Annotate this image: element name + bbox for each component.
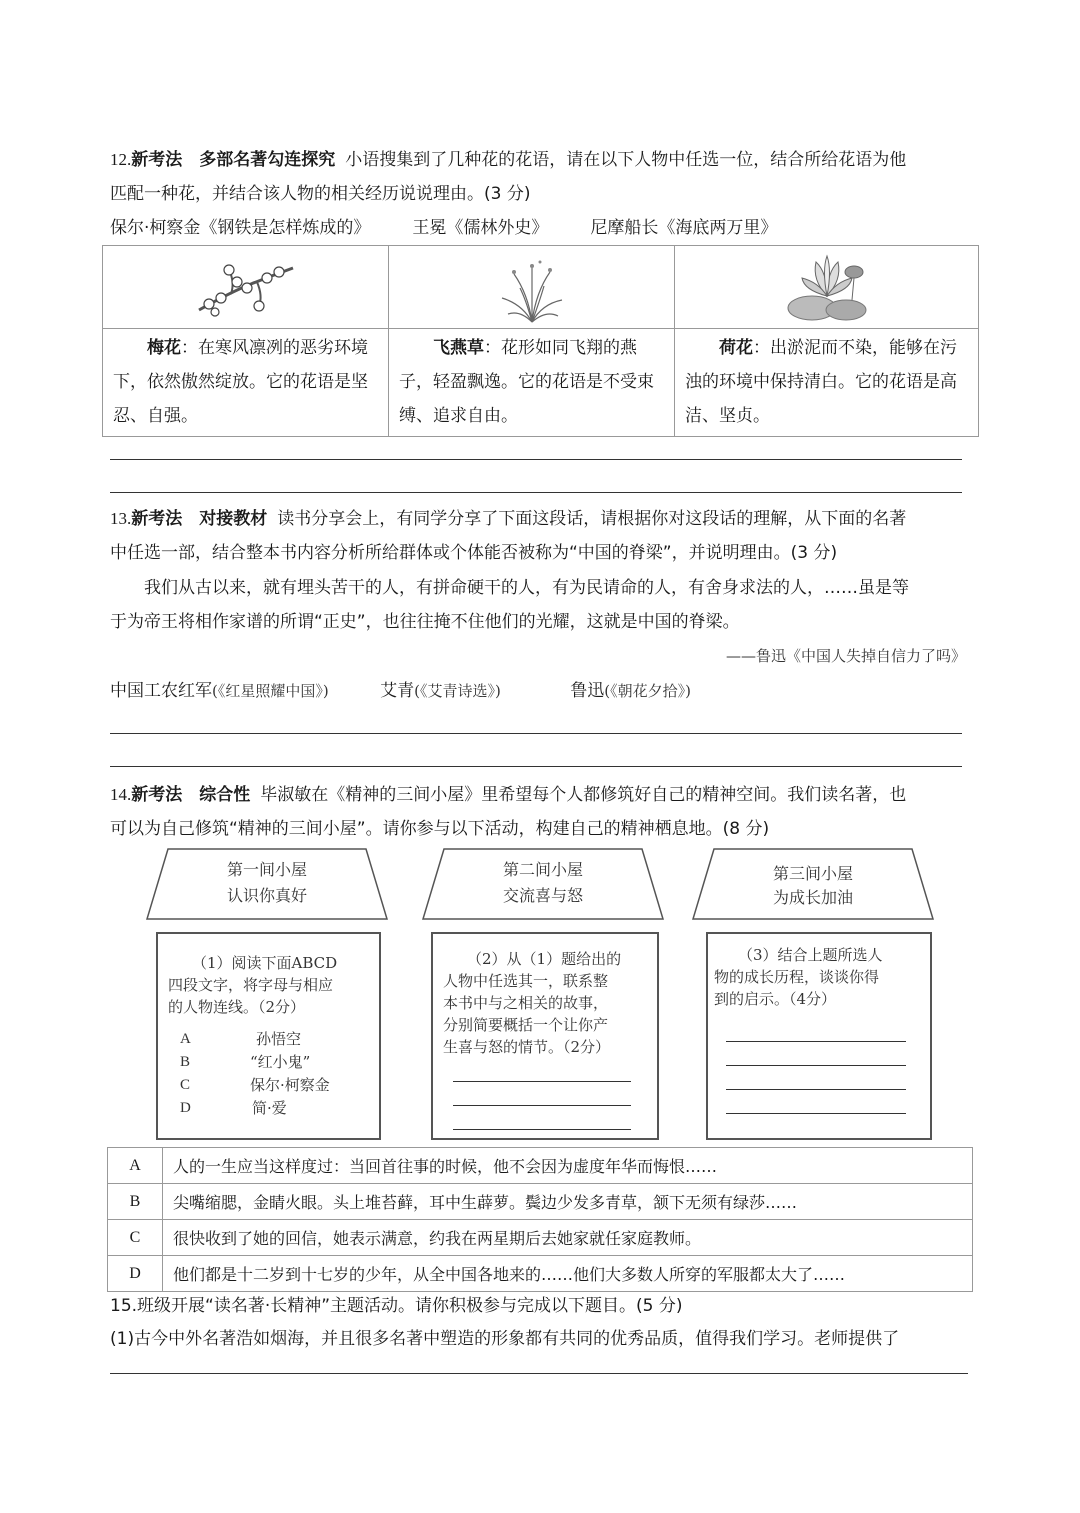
room3-answer-line-2[interactable] (726, 1065, 906, 1066)
lotus-desc-3: 洁、坚贞。 (685, 406, 770, 426)
larkspur-image-cell (389, 246, 675, 329)
room1-task-line3: 的人物连线。（2分） (168, 998, 306, 1016)
larkspur-desc-3: 缚、追求自由。 (399, 406, 518, 426)
larkspur-desc-1: ：花形如同飞翔的燕 (484, 338, 637, 358)
room1-letter-a: A (180, 1031, 191, 1047)
q14-number: 14. (110, 785, 132, 804)
room2-task-line3: 本书中与之相关的故事， (443, 994, 609, 1012)
room2-task-line2: 人物中任选其一，联系整 (443, 972, 609, 990)
plum-desc-3: 忍、自强。 (113, 406, 198, 426)
table-row (108, 1148, 973, 1184)
passage-text-b: 尖嘴缩腮，金睛火眼。头上堆苔藓，耳中生薜萝。鬓边少发多青草，颔下无须有绿莎…… (163, 1184, 973, 1220)
room1-person-red-kid: “红小鬼” (250, 1053, 311, 1071)
q12-answer-line-1[interactable] (110, 459, 962, 460)
q13-options (110, 678, 691, 704)
q13-answer-line-2[interactable] (110, 766, 962, 767)
passage-table (107, 1147, 973, 1292)
lotus-desc-2: 浊的环境中保持清白。它的花语是高 (685, 372, 957, 392)
room3-task-line3: 到的启示。（4分） (714, 990, 837, 1008)
plum-blossom-icon (191, 252, 301, 322)
lotus-icon (782, 250, 872, 324)
q13-number: 13. (110, 509, 132, 528)
room1-letter-b: B (180, 1054, 191, 1070)
lotus-name: 荷花 (719, 338, 753, 358)
plum-desc-1: ：在寒风凛冽的恶劣环境 (181, 338, 368, 358)
q13-quote-line1: 我们从古以来，就有埋头苦干的人，有拼命硬干的人，有为民请命的人，有舍身求法的人，……虽是等 (144, 578, 909, 598)
q13-quote-source: ——鲁迅《中国人失掉自信力了吗》 (725, 647, 966, 665)
q13-text1: 读书分享会上，有同学分享了下面这段话，请根据你对这段话的理解，从下面的名著 (277, 509, 907, 529)
q12-answer-line-2[interactable] (110, 492, 962, 493)
q13-option-red-army-book: (《红星照耀中国》) (212, 682, 329, 700)
q13-option-luxun: 鲁迅 (570, 681, 605, 701)
room3-header (692, 848, 934, 920)
room1-task-line2: 四段文字，将字母与相应 (168, 976, 334, 994)
passage-text-a: 人的一生应当这样度过：当回首往事的时候，他不会因为虚度年华而悔恨…… (163, 1148, 973, 1184)
lotus-image-cell (675, 246, 979, 329)
q12-character-paul: 保尔·柯察金《钢铁是怎样炼成的》 (110, 218, 371, 238)
q12-character-nemo: 尼摩船长《海底两万里》 (590, 218, 778, 238)
q14-text1: 毕淑敏在《精神的三间小屋》里希望每个人都修筑好自己的精神空间。我们读名著，也 (260, 785, 907, 805)
room2-answer-line-1[interactable] (453, 1081, 631, 1082)
table-row (108, 1256, 973, 1292)
q12-character-wangmian: 王冕《儒林外史》 (412, 218, 549, 238)
room1-person-paul: 保尔·柯察金 (250, 1076, 330, 1094)
plum-desc-2: 下，依然傲然绽放。它的花语是坚 (113, 372, 368, 392)
passage-label-d: D (108, 1256, 163, 1292)
lotus-desc-1: ：出淤泥而不染，能够在污 (753, 338, 957, 358)
q13-stem-line2: 中任选一部，结合整本书内容分析所给群体或个体能否被称为“中国的脊梁”，并说明理由。(3 分) (110, 543, 838, 563)
room3-task-line2: 物的成长历程，谈谈你得 (714, 968, 880, 986)
room2-task-line4: 分别简要概括一个让你产 (443, 1016, 609, 1034)
room1-title: 第一间小屋 (226, 860, 307, 879)
q12-number: 12. (110, 150, 132, 169)
plum-description (103, 329, 389, 437)
passage-label-a: A (108, 1148, 163, 1184)
q14-tag: 新考法 (131, 785, 183, 805)
plum-name: 梅花 (147, 338, 181, 358)
q12-text1: 小语搜集到了几种花的花语，请在以下人物中任选一位，结合所给花语为他 (345, 150, 907, 170)
q15-stem-line2: (1)古今中外名著浩如烟海，并且很多名著中塑造的形象都有共同的优秀品质，值得我们学习。老师提供了 (110, 1329, 900, 1349)
q14-topic: 综合性 (199, 785, 251, 805)
room1-letter-c: C (180, 1077, 191, 1093)
passage-label-c: C (108, 1220, 163, 1256)
room2-title: 第二间小屋 (502, 860, 583, 879)
room3-task-line1: （3）结合上题所选人 (738, 946, 883, 964)
q13-topic: 对接教材 (199, 509, 268, 529)
table-row (108, 1184, 973, 1220)
passage-text-d: 他们都是十二岁到十七岁的少年，从全中国各地来的……他们大多数人所穿的军服都太大了…… (163, 1256, 973, 1292)
room2-task-line5: 生喜与怒的情节。（2分） (443, 1038, 611, 1056)
room3-title: 第三间小屋 (772, 864, 853, 883)
room3-task-box (706, 932, 932, 1140)
passage-label-b: B (108, 1184, 163, 1220)
plum-image-cell (103, 246, 389, 329)
room3-answer-line-1[interactable] (726, 1041, 906, 1042)
q12-tag: 新考法 (131, 150, 183, 170)
q13-quote-line2: 于为帝王将相作家谱的所谓“正史”，也往往掩不住他们的光耀，这就是中国的脊梁。 (110, 612, 740, 632)
larkspur-icon (492, 254, 572, 324)
q15-answer-line[interactable] (110, 1373, 968, 1374)
room2-answer-line-2[interactable] (453, 1105, 631, 1106)
room3-answer-line-3[interactable] (726, 1089, 906, 1090)
q12-character-list (110, 215, 777, 241)
larkspur-description (389, 329, 675, 437)
room1-letter-d: D (180, 1100, 191, 1116)
q15-stem-line1: 15.班级开展“读名著·长精神”主题活动。请你积极参与完成以下题目。(5 分) (110, 1296, 683, 1316)
room2-header (422, 848, 664, 920)
q13-option-aiqing-book: (《艾青诗选》) (414, 682, 501, 700)
q12-stem-line1 (110, 147, 906, 173)
room3-answer-line-4[interactable] (726, 1113, 906, 1114)
q14-stem-line2: 可以为自己修筑“精神的三间小屋”。请你参与以下活动，构建自己的精神栖息地。(8 分) (110, 819, 770, 839)
q13-option-luxun-book: (《朝花夕拾》) (604, 682, 691, 700)
room2-task-line1: （2）从（1）题给出的 (467, 950, 622, 968)
flower-table (102, 245, 979, 437)
larkspur-desc-2: 子，轻盈飘逸。它的花语是不受束 (399, 372, 654, 392)
room1-person-sunwukong: 孙悟空 (256, 1030, 302, 1048)
room2-answer-line-3[interactable] (453, 1129, 631, 1130)
q13-option-red-army: 中国工农红军 (110, 681, 212, 701)
room2-subtitle: 交流喜与怒 (502, 886, 583, 905)
room1-task-line1: （1）阅读下面ABCD (192, 954, 338, 972)
room3-subtitle: 为成长加油 (772, 888, 853, 907)
room2-task-box (431, 932, 659, 1140)
larkspur-name: 飞燕草 (433, 338, 484, 358)
q12-stem-line2: 匹配一种花，并结合该人物的相关经历说说理由。(3 分) (110, 184, 531, 204)
q12-topic: 多部名著勾连探究 (199, 150, 336, 170)
room1-person-jane-eyre: 简·爱 (252, 1099, 287, 1117)
table-row (108, 1220, 973, 1256)
q13-answer-line-1[interactable] (110, 733, 962, 734)
q13-tag: 新考法 (131, 509, 183, 529)
q13-option-aiqing: 艾青 (380, 681, 415, 701)
passage-text-c: 很快收到了她的回信，她表示满意，约我在两星期后去她家就任家庭教师。 (163, 1220, 973, 1256)
room1-header (146, 848, 388, 920)
lotus-description (675, 329, 979, 437)
q14-stem-line1 (110, 782, 906, 808)
q13-stem-line1 (110, 506, 906, 532)
room1-subtitle: 认识你真好 (226, 886, 307, 905)
room1-task-box (156, 932, 381, 1140)
